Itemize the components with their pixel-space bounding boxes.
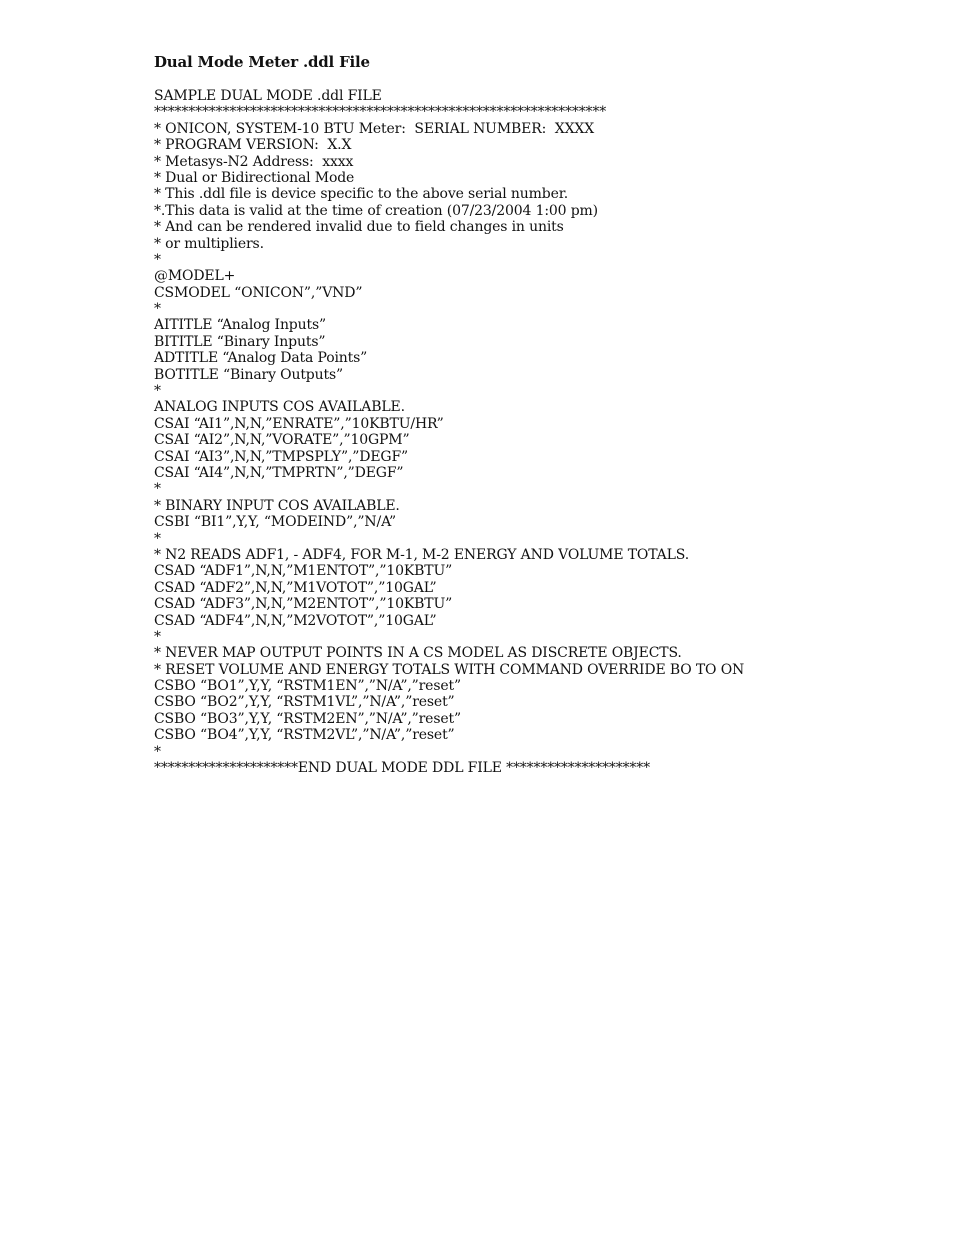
document-title: Dual Mode Meter .ddl File: [154, 53, 370, 71]
listing-line: ******************************************************************: [154, 104, 607, 121]
listing-line: ADTITLE “Analog Data Points”: [154, 350, 368, 367]
listing-line: * or multipliers.: [154, 235, 264, 252]
listing-line: CSAI “AI3”,N,N,”TMPSPLY”,”DEGF”: [154, 448, 409, 465]
listing-line: CSBI “BI1”,Y,Y, “MODEIND”,”N/A”: [154, 514, 396, 531]
listing-line: * Dual or Bidirectional Mode: [154, 169, 355, 186]
listing-line: @MODEL+: [154, 268, 236, 285]
listing-line: *********************END DUAL MODE DDL FILE *********************: [154, 760, 650, 777]
listing-line: * Metasys-N2 Address: xxxx: [154, 153, 354, 170]
listing-line: CSBO “BO2”,Y,Y, “RSTM1VL”,”N/A”,”reset”: [154, 694, 455, 711]
listing-line: CSBO “BO4”,Y,Y, “RSTM2VL”,”N/A”,”reset”: [154, 727, 455, 744]
listing-line: *: [154, 530, 161, 547]
listing-line: * This .ddl file is device specific to the above serial number.: [154, 186, 569, 203]
listing-line: * BINARY INPUT COS AVAILABLE.: [154, 497, 400, 514]
listing-line: *: [154, 383, 161, 400]
listing-line: * ONICON, SYSTEM-10 BTU Meter: SERIAL NUMBER: XXXX: [154, 120, 595, 137]
listing-line: CSAD “ADF1”,N,N,”M1ENTOT”,”10KBTU”: [154, 563, 453, 580]
listing-line: ANALOG INPUTS COS AVAILABLE.: [154, 399, 405, 416]
listing-line: *: [154, 301, 161, 318]
listing-line: * NEVER MAP OUTPUT POINTS IN A CS MODEL AS DISCRETE OBJECTS.: [154, 645, 682, 662]
listing-line: CSMODEL “ONICON”,”VND”: [154, 284, 363, 301]
listing-line: * And can be rendered invalid due to field changes in units: [154, 219, 564, 236]
document-page: [154, 53, 934, 776]
listing-line: *: [154, 251, 161, 268]
listing-line: * N2 READS ADF1, - ADF4, FOR M-1, M-2 ENERGY AND VOLUME TOTALS.: [154, 546, 690, 563]
listing-line: *: [154, 743, 161, 760]
listing-line: *: [154, 481, 161, 498]
listing-line: *: [154, 628, 161, 645]
ddl-listing: [154, 88, 934, 776]
listing-line: *.This data is valid at the time of creation (07/23/2004 1:00 pm): [154, 202, 598, 219]
listing-line: * PROGRAM VERSION: X.X: [154, 137, 352, 154]
listing-line: CSAD “ADF3”,N,N,”M2ENTOT”,”10KBTU”: [154, 596, 453, 613]
listing-line: CSAI “AI2”,N,N,”VORATE”,”10GPM”: [154, 432, 410, 449]
listing-line: BITITLE “Binary Inputs”: [154, 333, 326, 350]
listing-line: CSAI “AI1”,N,N,”ENRATE”,”10KBTU/HR”: [154, 415, 444, 432]
listing-line: CSAI “AI4”,N,N,”TMPRTN”,”DEGF”: [154, 464, 404, 481]
listing-line: AITITLE “Analog Inputs”: [154, 317, 327, 334]
listing-line: SAMPLE DUAL MODE .ddl FILE: [154, 88, 382, 104]
listing-line: * RESET VOLUME AND ENERGY TOTALS WITH COMMAND OVERRIDE BO TO ON: [154, 661, 745, 678]
listing-line: CSAD “ADF4”,N,N,”M2VOTOT”,”10GAL”: [154, 612, 437, 629]
listing-line: CSBO “BO1”,Y,Y, “RSTM1EN”,”N/A”,”reset”: [154, 678, 461, 695]
listing-line: CSBO “BO3”,Y,Y, “RSTM2EN”,”N/A”,”reset”: [154, 710, 461, 727]
listing-line: BOTITLE “Binary Outputs”: [154, 366, 344, 383]
listing-line: CSAD “ADF2”,N,N,”M1VOTOT”,”10GAL”: [154, 579, 437, 596]
